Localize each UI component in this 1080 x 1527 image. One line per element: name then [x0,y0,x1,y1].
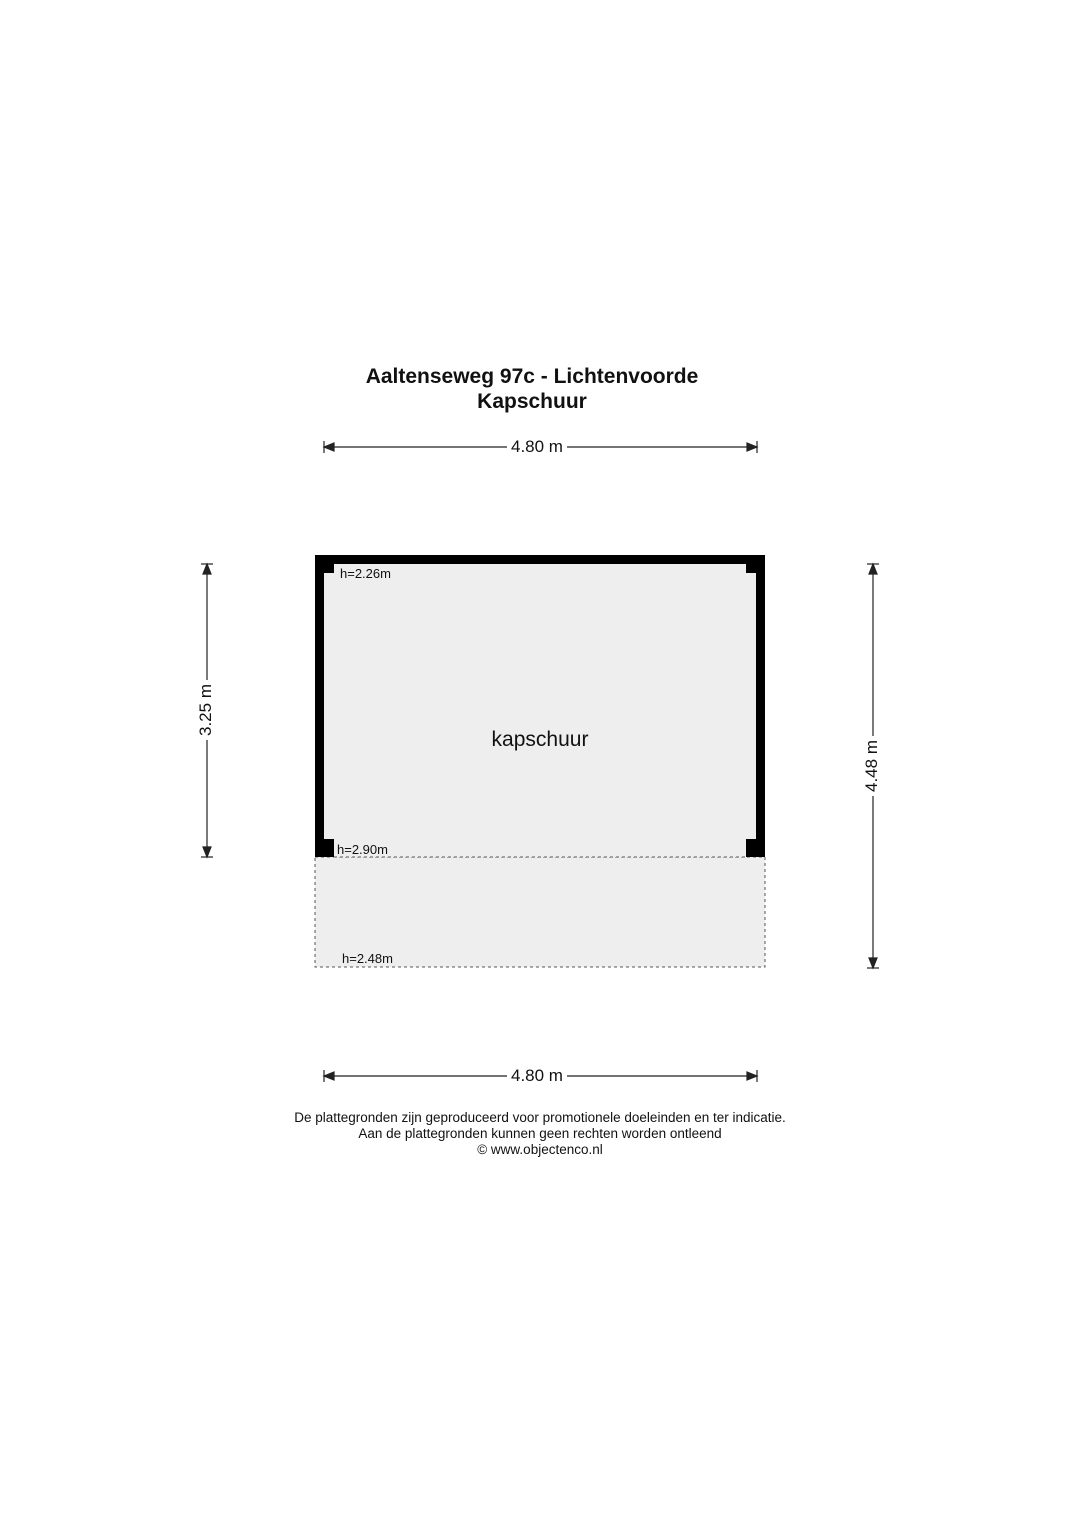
address-title: Aaltenseweg 97c - Lichtenvoorde [365,365,699,388]
wall-right [756,555,765,857]
copyright-link[interactable]: © www.objectenco.nl [477,1142,603,1157]
dim-left-label: 3.25 m [196,680,216,740]
height-label-mid: h=2.90m [337,842,388,857]
post-top-left [315,555,334,573]
post-bottom-right [746,839,765,857]
room-floor [315,555,765,857]
wall-left [315,555,324,857]
wall-top [315,555,765,564]
room-label: kapschuur [491,728,589,751]
post-top-right [746,555,765,573]
dim-top-label: 4.80 m [507,437,567,457]
disclaimer-line-1: De plattegronden zijn geproduceerd voor promotionele doeleinden en ter indicatie. [294,1110,786,1125]
dim-bottom-label: 4.80 m [507,1066,567,1086]
building-title: Kapschuur [477,390,587,413]
disclaimer-line-2: Aan de plattegronden kunnen geen rechten worden ontleend [358,1126,722,1141]
post-bottom-left [315,839,334,857]
height-label-bottom: h=2.48m [342,951,393,966]
height-label-top: h=2.26m [340,566,391,581]
dim-right-label: 4.48 m [862,736,882,796]
